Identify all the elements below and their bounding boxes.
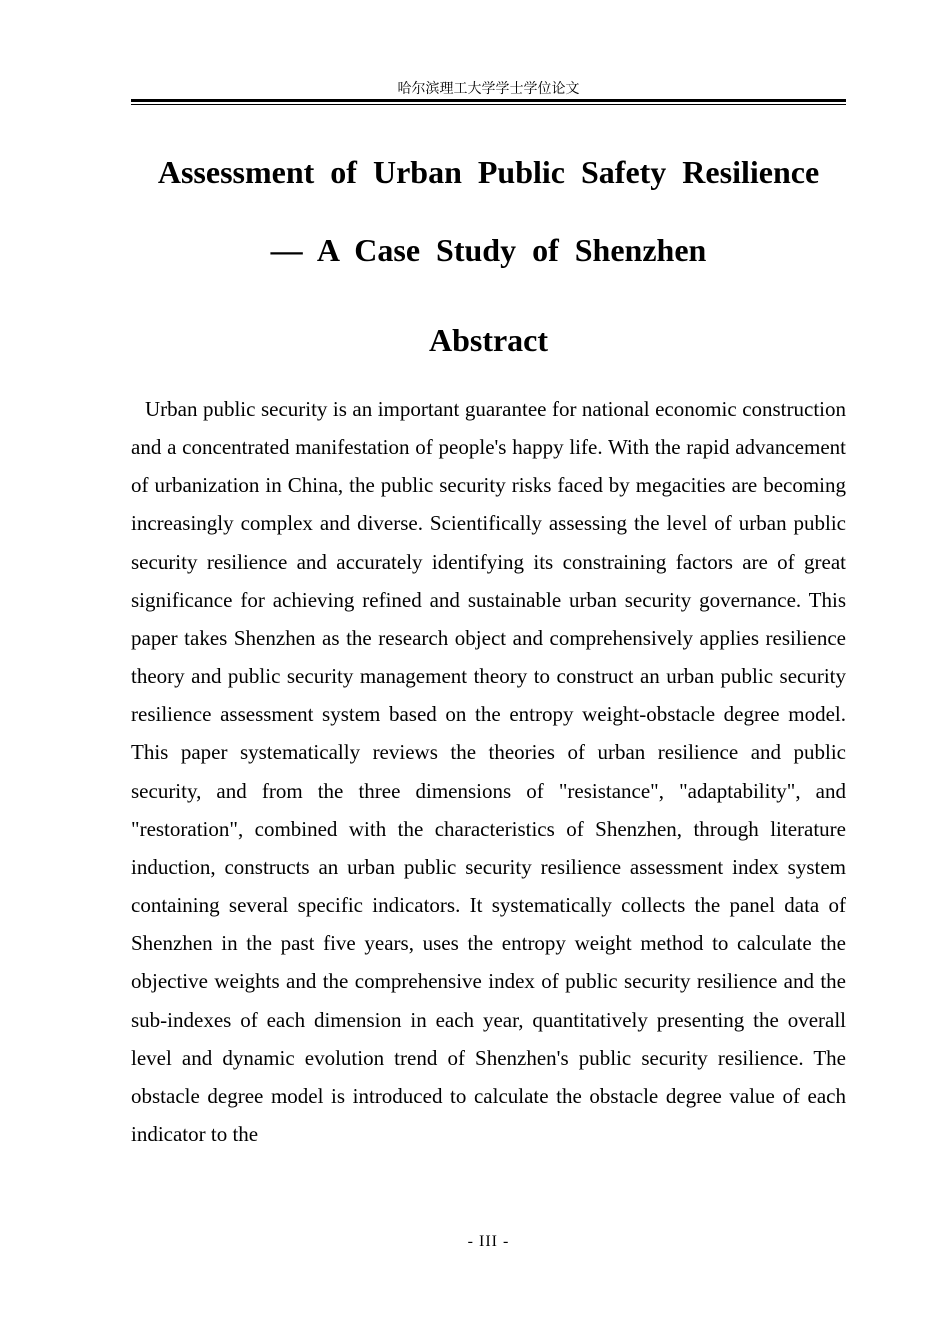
header-rule-thick bbox=[131, 99, 846, 102]
running-header: 哈尔滨理工大学学士学位论文 bbox=[397, 81, 580, 97]
page-number: - III - bbox=[467, 1233, 510, 1250]
abstract-body: Urban public security is an important guarantee for national economic construction and a concentrated manifestation of people's happy life. With the rapid advancement of urbanization in China, the public security risks faced by megacities are becoming increasingly complex and diverse. Scientifically assessing the level of urban public security resilience and accurately identifying its constraining factors are of great significance for achieving refined and sustainable urban security governance. This paper takes Shenzhen as the research object and comprehensively applies resilience theory and public security management theory to construct an urban public security resilience assessment system based on the entropy weight-obstacle degree model. This paper systematically reviews the theories of urban resilience and public security, and from the three dimensions of "resistance", "adaptability", and "restoration", combined with the characteristics of Shenzhen, through literature induction, constructs an urban public security resilience assessment index system containing several specific indicators. It systematically collects the panel data of Shenzhen in the past five years, uses the entropy weight method to calculate the objective weights and the comprehensive index of public security resilience and the sub-indexes of each dimension in each year, quantitatively presenting the overall level and dynamic evolution trend of Shenzhen's public security resilience. The obstacle degree model is introduced to calculate the obstacle degree value of each indicator to the bbox=[131, 397, 846, 1146]
paper-title-line-1: Assessment of Urban Public Safety Resilience bbox=[157, 154, 820, 190]
abstract-heading: Abstract bbox=[428, 322, 549, 358]
header-rule-thin bbox=[131, 104, 846, 105]
paper-title-line-2: — A Case Study of Shenzhen bbox=[270, 232, 707, 268]
